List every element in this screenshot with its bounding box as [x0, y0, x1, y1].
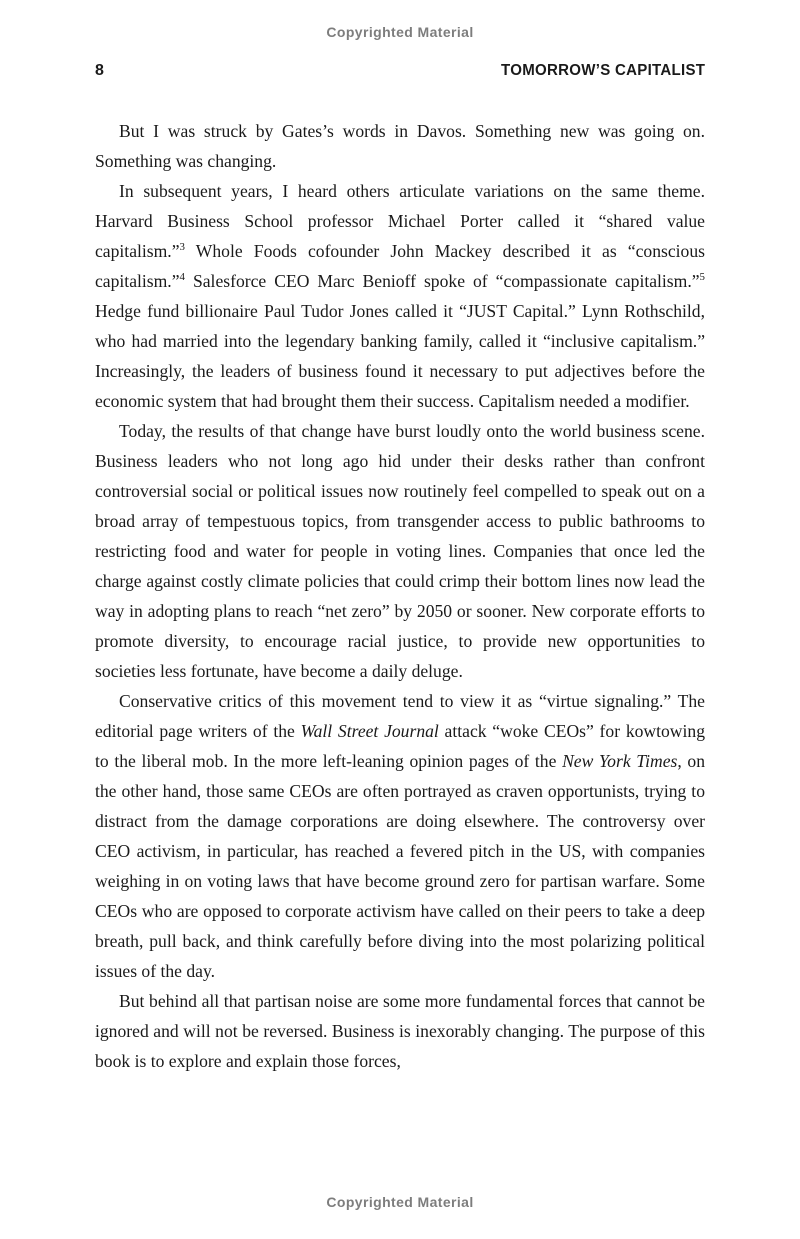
text-run: In subsequent years, I heard others articulate variations on the same theme. Harvard Business School professor Michael Porter called it “shared value capitalism.” — [95, 181, 705, 261]
page-header — [95, 62, 705, 80]
page-number: 8 — [95, 62, 105, 79]
footnote-marker: 4 — [179, 271, 185, 284]
footnote-marker: 5 — [699, 271, 705, 284]
running-header-title: TOMORROW’S CAPITALIST — [500, 62, 705, 79]
text-run: Conservative critics of this movement tend to view it as “virtue signaling.” The editorial page writers of the — [95, 691, 705, 741]
text-run: Today, the results of that change have burst loudly onto the world business scene. Business leaders who not long ago hid under their desks rather than confront controversial social or political issues now routinely feel compelled to speak out on a broad array of tempestuous topics, from transgender access to public bathrooms to restricting food and water for people in voting lines. Companies that once led the charge against costly climate policies that could crimp their bottom lines now lead the way in adopting plans to reach “net zero” by 2050 or sooner. New corporate efforts to promote diversity, to encourage racial justice, to provide new opportunities to societies less fortunate, have become a daily deluge. — [95, 421, 705, 681]
text-run: , on the other hand, those same CEOs are often portrayed as craven opportunists, trying to distract from the damage corporations are doing elsewhere. The controversy over CEO activism, in particular, has reached a fevered pitch in the US, with companies weighing in on voting laws that have become ground zero for partisan warfare. Some CEOs who are opposed to corporate activism have called on their peers to take a deep breath, pull back, and think carefully before diving into the most polarizing political issues of the day. — [95, 751, 706, 981]
body-text — [95, 116, 705, 1076]
paragraph — [95, 416, 705, 686]
text-run: But behind all that partisan noise are some more fundamental forces that cannot be ignored and will not be reversed. Business is inexorably changing. The purpose of this book is to explore and explain those forces, — [95, 991, 705, 1071]
paragraph — [95, 686, 705, 986]
paragraph — [95, 986, 705, 1076]
footnote-marker: 3 — [179, 241, 185, 254]
copyright-notice-top: Copyrighted Material — [326, 24, 474, 40]
text-run: Salesforce CEO Marc Benioff spoke of “compassionate capitalism.” — [184, 271, 700, 291]
publication-name-italic: Wall Street Journal — [300, 721, 439, 741]
text-run: But I was struck by Gates’s words in Davos. Something new was going on. Something was changing. — [95, 121, 705, 171]
text-run: Hedge fund billionaire Paul Tudor Jones called it “JUST Capital.” Lynn Rothschild, who had married into the legendary banking family, called it “inclusive capitalism.” Increasingly, the leaders of business found it necessary to put adjectives before the economic system that had brought them their success. Capitalism needed a modifier. — [95, 301, 705, 411]
paragraph — [95, 176, 705, 416]
copyright-notice-bottom: Copyrighted Material — [326, 1194, 474, 1210]
publication-name-italic: New York Times — [562, 751, 678, 771]
paragraph — [95, 116, 705, 176]
text-run: Whole Foods cofounder John Mackey described it as “conscious capitalism.” — [95, 241, 705, 291]
text-run: attack “woke CEOs” for kowtowing to the liberal mob. In the more left-leaning opinion pages of the — [95, 721, 705, 771]
